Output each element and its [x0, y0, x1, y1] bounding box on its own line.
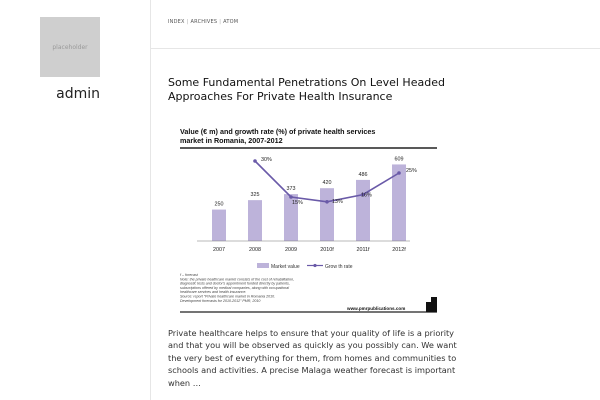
category-label: 2010f — [320, 247, 334, 253]
category-label: 2008 — [249, 247, 261, 253]
footnote-line: Development forecasts for 2010-2012" PMR, 2010 — [180, 298, 261, 303]
footnote-line: subscriptions offered by medical companies, along with occupational — [180, 285, 290, 290]
publisher-link[interactable]: www.pmrpublications.com — [347, 306, 406, 311]
category-label: 2011f — [356, 247, 370, 253]
growth-rate-label: 13% — [332, 198, 343, 205]
footnote-line: diagnostic tests and doctor's appointment funded directly by patients, — [180, 281, 290, 286]
nav-separator: | — [186, 19, 189, 25]
author-name[interactable]: admin — [56, 86, 100, 102]
legend-market-value: Market value — [271, 264, 300, 270]
post-title[interactable]: Some Fundamental Penetrations On Level Headed Approaches For Private Health Insurance — [168, 76, 445, 103]
category-label: 2012f — [392, 247, 406, 253]
market-value-bar — [248, 200, 262, 241]
market-value-label: 250 — [214, 201, 224, 208]
footnote-line: Note: the private healthcare market consists of the cost of rehabilitation, — [180, 277, 295, 282]
post-excerpt: Private healthcare helps to ensure that your quality of life is a priority and that you will be observed as quickly as you possibly can. We want the very best of everything for them, from homes and communities to schools and activities. A precise Malaga weather forecast is important when … — [168, 328, 457, 388]
nav-index-link[interactable]: INDEX — [168, 19, 185, 25]
footnote-line: healthcare services and health insurance. — [180, 290, 247, 295]
nav-links — [168, 19, 238, 25]
growth-rate-label: 15% — [292, 200, 303, 206]
growth-rate-point — [325, 200, 329, 204]
publisher-logo-notch — [426, 297, 431, 302]
market-value-label: 325 — [250, 192, 260, 199]
avatar-placeholder-text: placeholder — [52, 43, 88, 51]
legend-bar-swatch — [257, 263, 269, 268]
category-labels — [213, 247, 406, 253]
post-figure — [175, 118, 440, 316]
market-value-label: 373 — [286, 186, 296, 193]
growth-rate-label: 16% — [361, 192, 372, 199]
sidebar — [0, 0, 151, 400]
legend-line-marker — [313, 264, 316, 267]
growth-rate-point — [253, 159, 257, 163]
market-value-label: 420 — [322, 180, 332, 187]
nav-atom-link[interactable]: ATOM — [223, 19, 239, 25]
top-navigation — [150, 0, 600, 49]
bars — [212, 164, 406, 241]
footnote-line: f – forecast — [180, 273, 198, 277]
market-value-bar — [212, 210, 226, 241]
footnote-line: Source: report "Private healthcare market in Romania 2010. — [180, 294, 276, 299]
market-value-bar — [320, 188, 334, 241]
chart — [175, 118, 440, 316]
growth-rate-point — [289, 195, 293, 199]
chart-title-line-1: Value (€ m) and growth rate (%) of private health services — [180, 127, 376, 136]
market-value-bar — [356, 180, 370, 241]
avatar[interactable] — [40, 17, 100, 77]
market-value-label: 486 — [358, 171, 368, 178]
nav-separator: | — [219, 19, 222, 25]
chart-footnote — [180, 273, 294, 303]
category-label: 2007 — [213, 247, 225, 253]
chart-title-line-2: market in Romania, 2007-2012 — [180, 136, 283, 145]
legend-growth-rate: Grow th rate — [325, 264, 353, 270]
growth-rate-point — [397, 171, 401, 175]
growth-rate-label: 25% — [406, 168, 417, 174]
category-label: 2009 — [285, 247, 297, 253]
growth-rate-label: 30% — [261, 157, 272, 163]
nav-archives-link[interactable]: ARCHIVES — [190, 19, 218, 25]
market-value-label: 609 — [394, 156, 404, 163]
